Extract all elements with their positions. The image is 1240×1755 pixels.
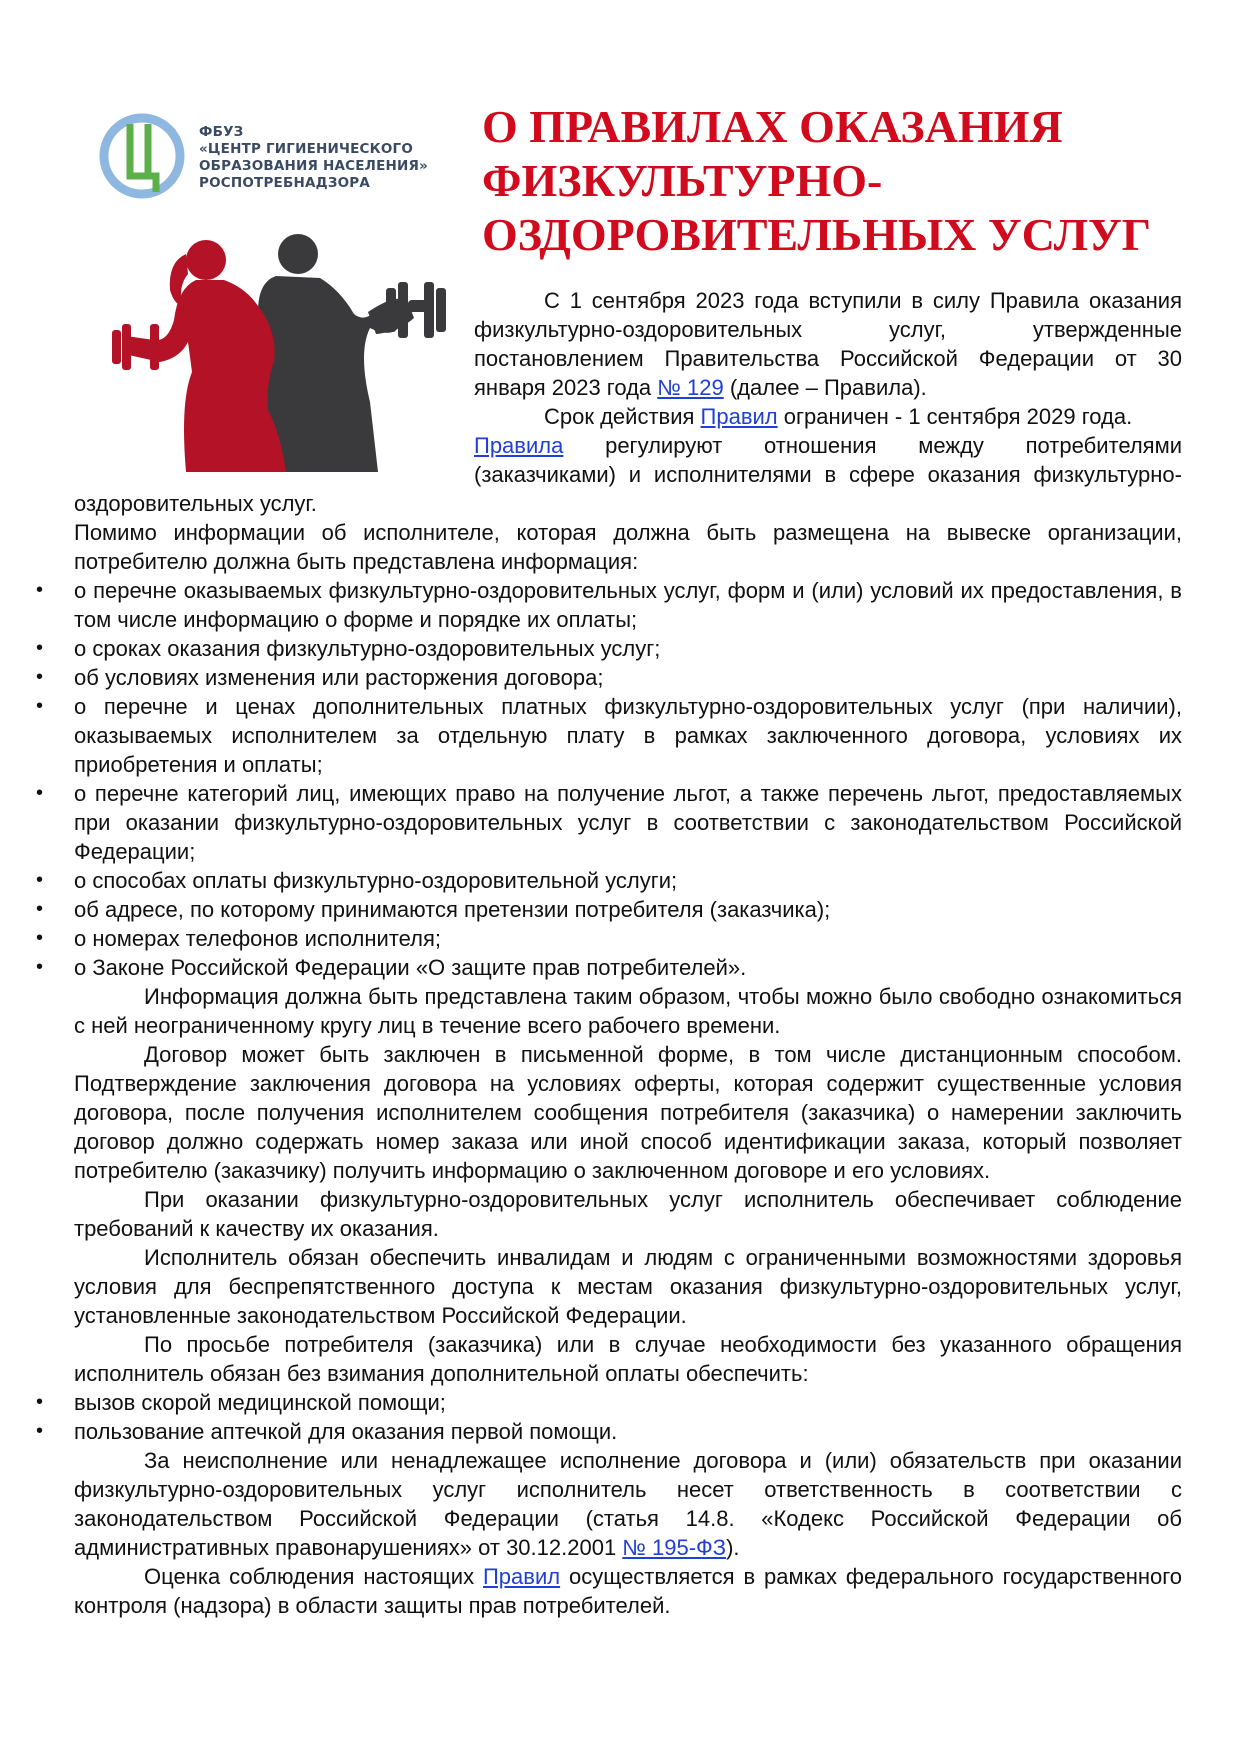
document-body	[74, 286, 1182, 1620]
validity-paragraph: Срок действия Правил ограничен - 1 сентября 2029 года.	[544, 404, 1133, 429]
body-paragraph: При оказании физкультурно-оздоровительных услуг исполнитель обеспечивает соблюдение требований к качеству их оказания.	[74, 1187, 1182, 1241]
title-line: О ПРАВИЛАХ ОКАЗАНИЯ	[482, 101, 1063, 152]
list-item: • о перечне оказываемых физкультурно-оздоровительных услуг, форм и (или) условий их предоставления, в том числе информацию о форме и порядке их оплаты;	[74, 576, 1182, 634]
intro-paragraph: С 1 сентября 2023 года вступили в силу Правила оказания физкультурно-оздоровительных услуг, утвержденные постановлением Правительства Российской Федерации от 30 января 2023 года № 129 (далее – Правила).	[474, 288, 1182, 400]
info-list	[74, 576, 1182, 982]
title-line: ФИЗКУЛЬТУРНО-	[482, 155, 883, 206]
list-item: • пользование аптечкой для оказания первой помощи.	[74, 1417, 1182, 1446]
logo-line: ОБРАЗОВАНИЯ НАСЕЛЕНИЯ»	[199, 158, 429, 174]
rules-link[interactable]: Правил	[700, 404, 778, 429]
law-195-fz-link[interactable]: № 195-ФЗ	[622, 1535, 727, 1560]
resolution-129-link[interactable]: № 129	[657, 375, 724, 400]
list-item: • о номерах телефонов исполнителя;	[74, 924, 1182, 953]
list-item: • о сроках оказания физкультурно-оздоровительных услуг;	[74, 634, 1182, 663]
scope-paragraph: Правила регулируют отношения между потребителями (заказчиками) и исполнителями в сфере оказания физкультурно-оздоровительных услуг.	[74, 433, 1182, 516]
list-item: • о способах оплаты физкультурно-оздоровительной услуги;	[74, 866, 1182, 895]
control-paragraph: Оценка соблюдения настоящих Правил осуществляется в рамках федерального государственного контроля (надзора) в области защиты прав потребителей.	[74, 1564, 1183, 1618]
list-item: • о перечне и ценах дополнительных платных физкультурно-оздоровительных услуг (при наличии), оказываемых исполнителем за отдельную плату в рамках заключенного договора, условиях их приобретения и оплаты;	[74, 692, 1182, 779]
organization-logo	[96, 110, 456, 210]
body-paragraph: Информация должна быть представлена таким образом, чтобы можно было свободно ознакомиться с ней неограниченному кругу лиц в течение всего рабочего времени.	[74, 984, 1182, 1038]
body-paragraph: Договор может быть заключен в письменной форме, в том числе дистанционным способом. Подтверждение заключения договора на условиях оферты, которая содержит существенные условия договора, после получения исполнителем сообщения потребителя (заказчика) о намерении заключить договор должно содержать номер заказа или иной способ идентификации заказа, который позволяет потребителю (заказчику) получить информацию о заключенном договоре и его условиях.	[74, 1042, 1182, 1183]
info-intro-paragraph: Помимо информации об исполнителе, которая должна быть размещена на вывеске организации, потребителю должна быть представлена информация:	[74, 520, 1182, 574]
list-item: • вызов скорой медицинской помощи;	[74, 1388, 1182, 1417]
list-item: • об условиях изменения или расторжения договора;	[74, 663, 1182, 692]
logo-line: РОСПОТРЕБНАДЗОРА	[199, 175, 371, 191]
cgon-emblem-icon	[96, 110, 192, 206]
list-item: • об адресе, по которому принимаются претензии потребителя (заказчика);	[74, 895, 1182, 924]
page-title	[482, 100, 1182, 262]
list-item: • о Законе Российской Федерации «О защите прав потребителей».	[74, 953, 1182, 982]
title-line: ОЗДОРОВИТЕЛЬНЫХ УСЛУГ	[482, 209, 1151, 260]
help-list	[74, 1388, 1182, 1446]
logo-text	[199, 124, 428, 192]
rules-link[interactable]: Правил	[482, 1564, 561, 1589]
rules-link[interactable]: Правила	[474, 433, 564, 458]
liability-paragraph: За неисполнение или ненадлежащее исполнение договора и (или) обязательств при оказании физкультурно-оздоровительных услуг исполнитель несет ответственность в соответствии с законодательством Российской Федерации (статья 14.8. «Кодекс Российской Федерации об административных правонарушениях» от 30.12.2001 № 195-ФЗ).	[74, 1448, 1182, 1560]
logo-line: ФБУЗ	[199, 124, 244, 140]
list-item: • о перечне категорий лиц, имеющих право на получение льгот, а также перечень льгот, предоставляемых при оказании физкультурно-оздоровительных услуг в соответствии с законодательством Российской Федерации;	[74, 779, 1182, 866]
body-paragraph: По просьбе потребителя (заказчика) или в случае необходимости без указанного обращения исполнитель обязан без взимания дополнительной оплаты обеспечить:	[74, 1332, 1182, 1386]
body-paragraph: Исполнитель обязан обеспечить инвалидам и людям с ограниченными возможностями здоровья условия для беспрепятственного доступа к местам оказания физкультурно-оздоровительных услуг, установленные законодательством Российской Федерации.	[74, 1245, 1182, 1328]
logo-line: «ЦЕНТР ГИГИЕНИЧЕСКОГО	[199, 141, 414, 157]
